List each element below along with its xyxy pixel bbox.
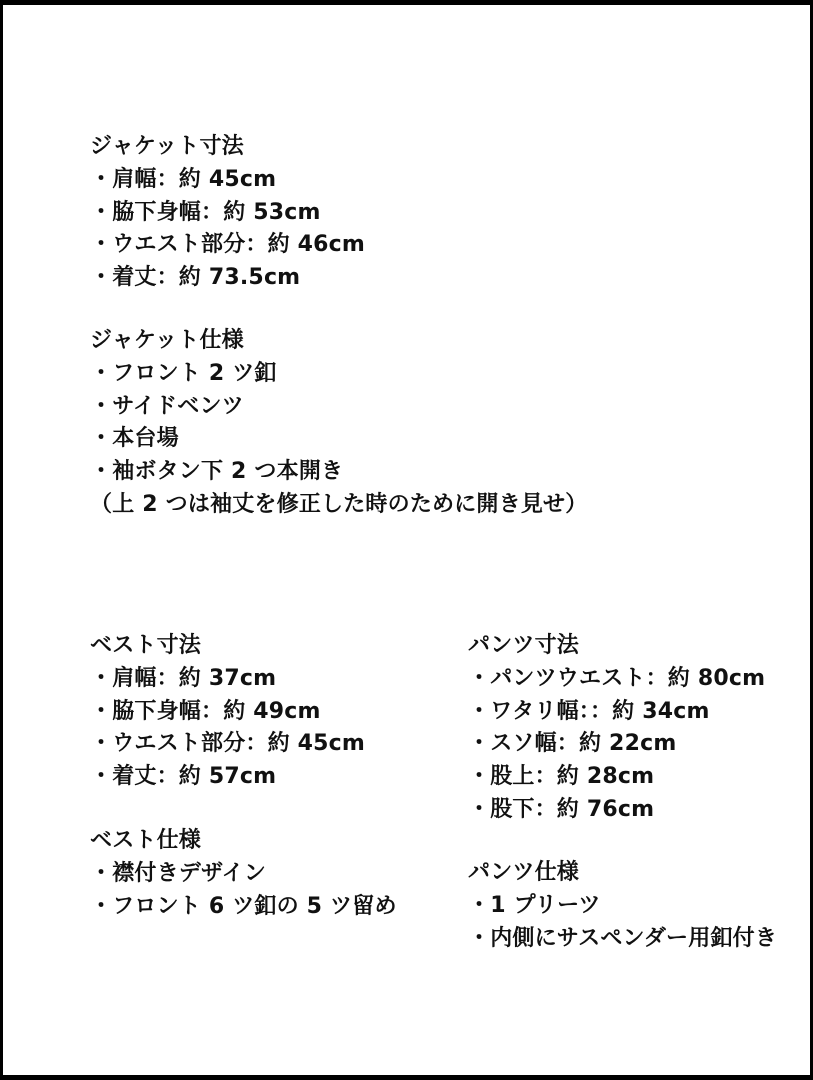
- spec-line: ・肩幅：約 45cm: [90, 166, 277, 192]
- vest-dimensions-section: [90, 630, 365, 794]
- jacket-specs-title: ジャケット仕様: [90, 328, 244, 353]
- spec-line: ・ウエスト部分：約 45cm: [90, 731, 366, 757]
- jacket-dimensions-section: [90, 131, 365, 295]
- spec-note-line: （上 2 つは袖丈を修正した時のために開き見せ）: [90, 491, 588, 517]
- spec-line: ・スソ幅：約 22cm: [468, 731, 677, 757]
- spec-line: ・内側にサスペンダー用釦付き: [468, 925, 778, 951]
- vest-specs-title: ベスト仕様: [90, 828, 202, 853]
- spec-line: ・脇下身幅：約 49cm: [90, 698, 321, 724]
- spec-line: ・股上：約 28cm: [468, 764, 655, 790]
- pants-dimensions-section: [468, 630, 765, 827]
- spec-line: ・パンツウエスト：約 80cm: [468, 665, 766, 691]
- spec-line: ・着丈：約 57cm: [90, 764, 277, 790]
- spec-line: ・フロント 2 ツ釦: [90, 360, 277, 386]
- vest-specs-section: [90, 825, 397, 923]
- spec-line: ・ワタリ幅：：約 34cm: [468, 698, 710, 724]
- pants-specs-title: パンツ仕様: [468, 860, 580, 885]
- spec-line: ・サイドベンツ: [90, 393, 244, 419]
- pants-dimensions-title: パンツ寸法: [468, 633, 580, 658]
- spec-line: ・ウエスト部分：約 46cm: [90, 232, 366, 258]
- jacket-specs-section: [90, 325, 587, 522]
- spec-line: ・フロント 6 ツ釦の 5 ツ留め: [90, 893, 397, 919]
- pants-specs-section: [468, 857, 777, 955]
- spec-line: ・着丈：約 73.5cm: [90, 265, 301, 291]
- spec-line: ・袖ボタン下 2 つ本開き: [90, 459, 344, 485]
- spec-line: ・1 プリーツ: [468, 892, 601, 918]
- vest-dimensions-title: ベスト寸法: [90, 633, 202, 658]
- spec-line: ・脇下身幅：約 53cm: [90, 199, 321, 225]
- spec-line: ・襟付きデザイン: [90, 860, 267, 886]
- spec-line: ・股下：約 76cm: [468, 796, 655, 822]
- jacket-dimensions-title: ジャケット寸法: [90, 134, 244, 159]
- spec-line: ・本台場: [90, 426, 179, 452]
- spec-line: ・肩幅：約 37cm: [90, 665, 277, 691]
